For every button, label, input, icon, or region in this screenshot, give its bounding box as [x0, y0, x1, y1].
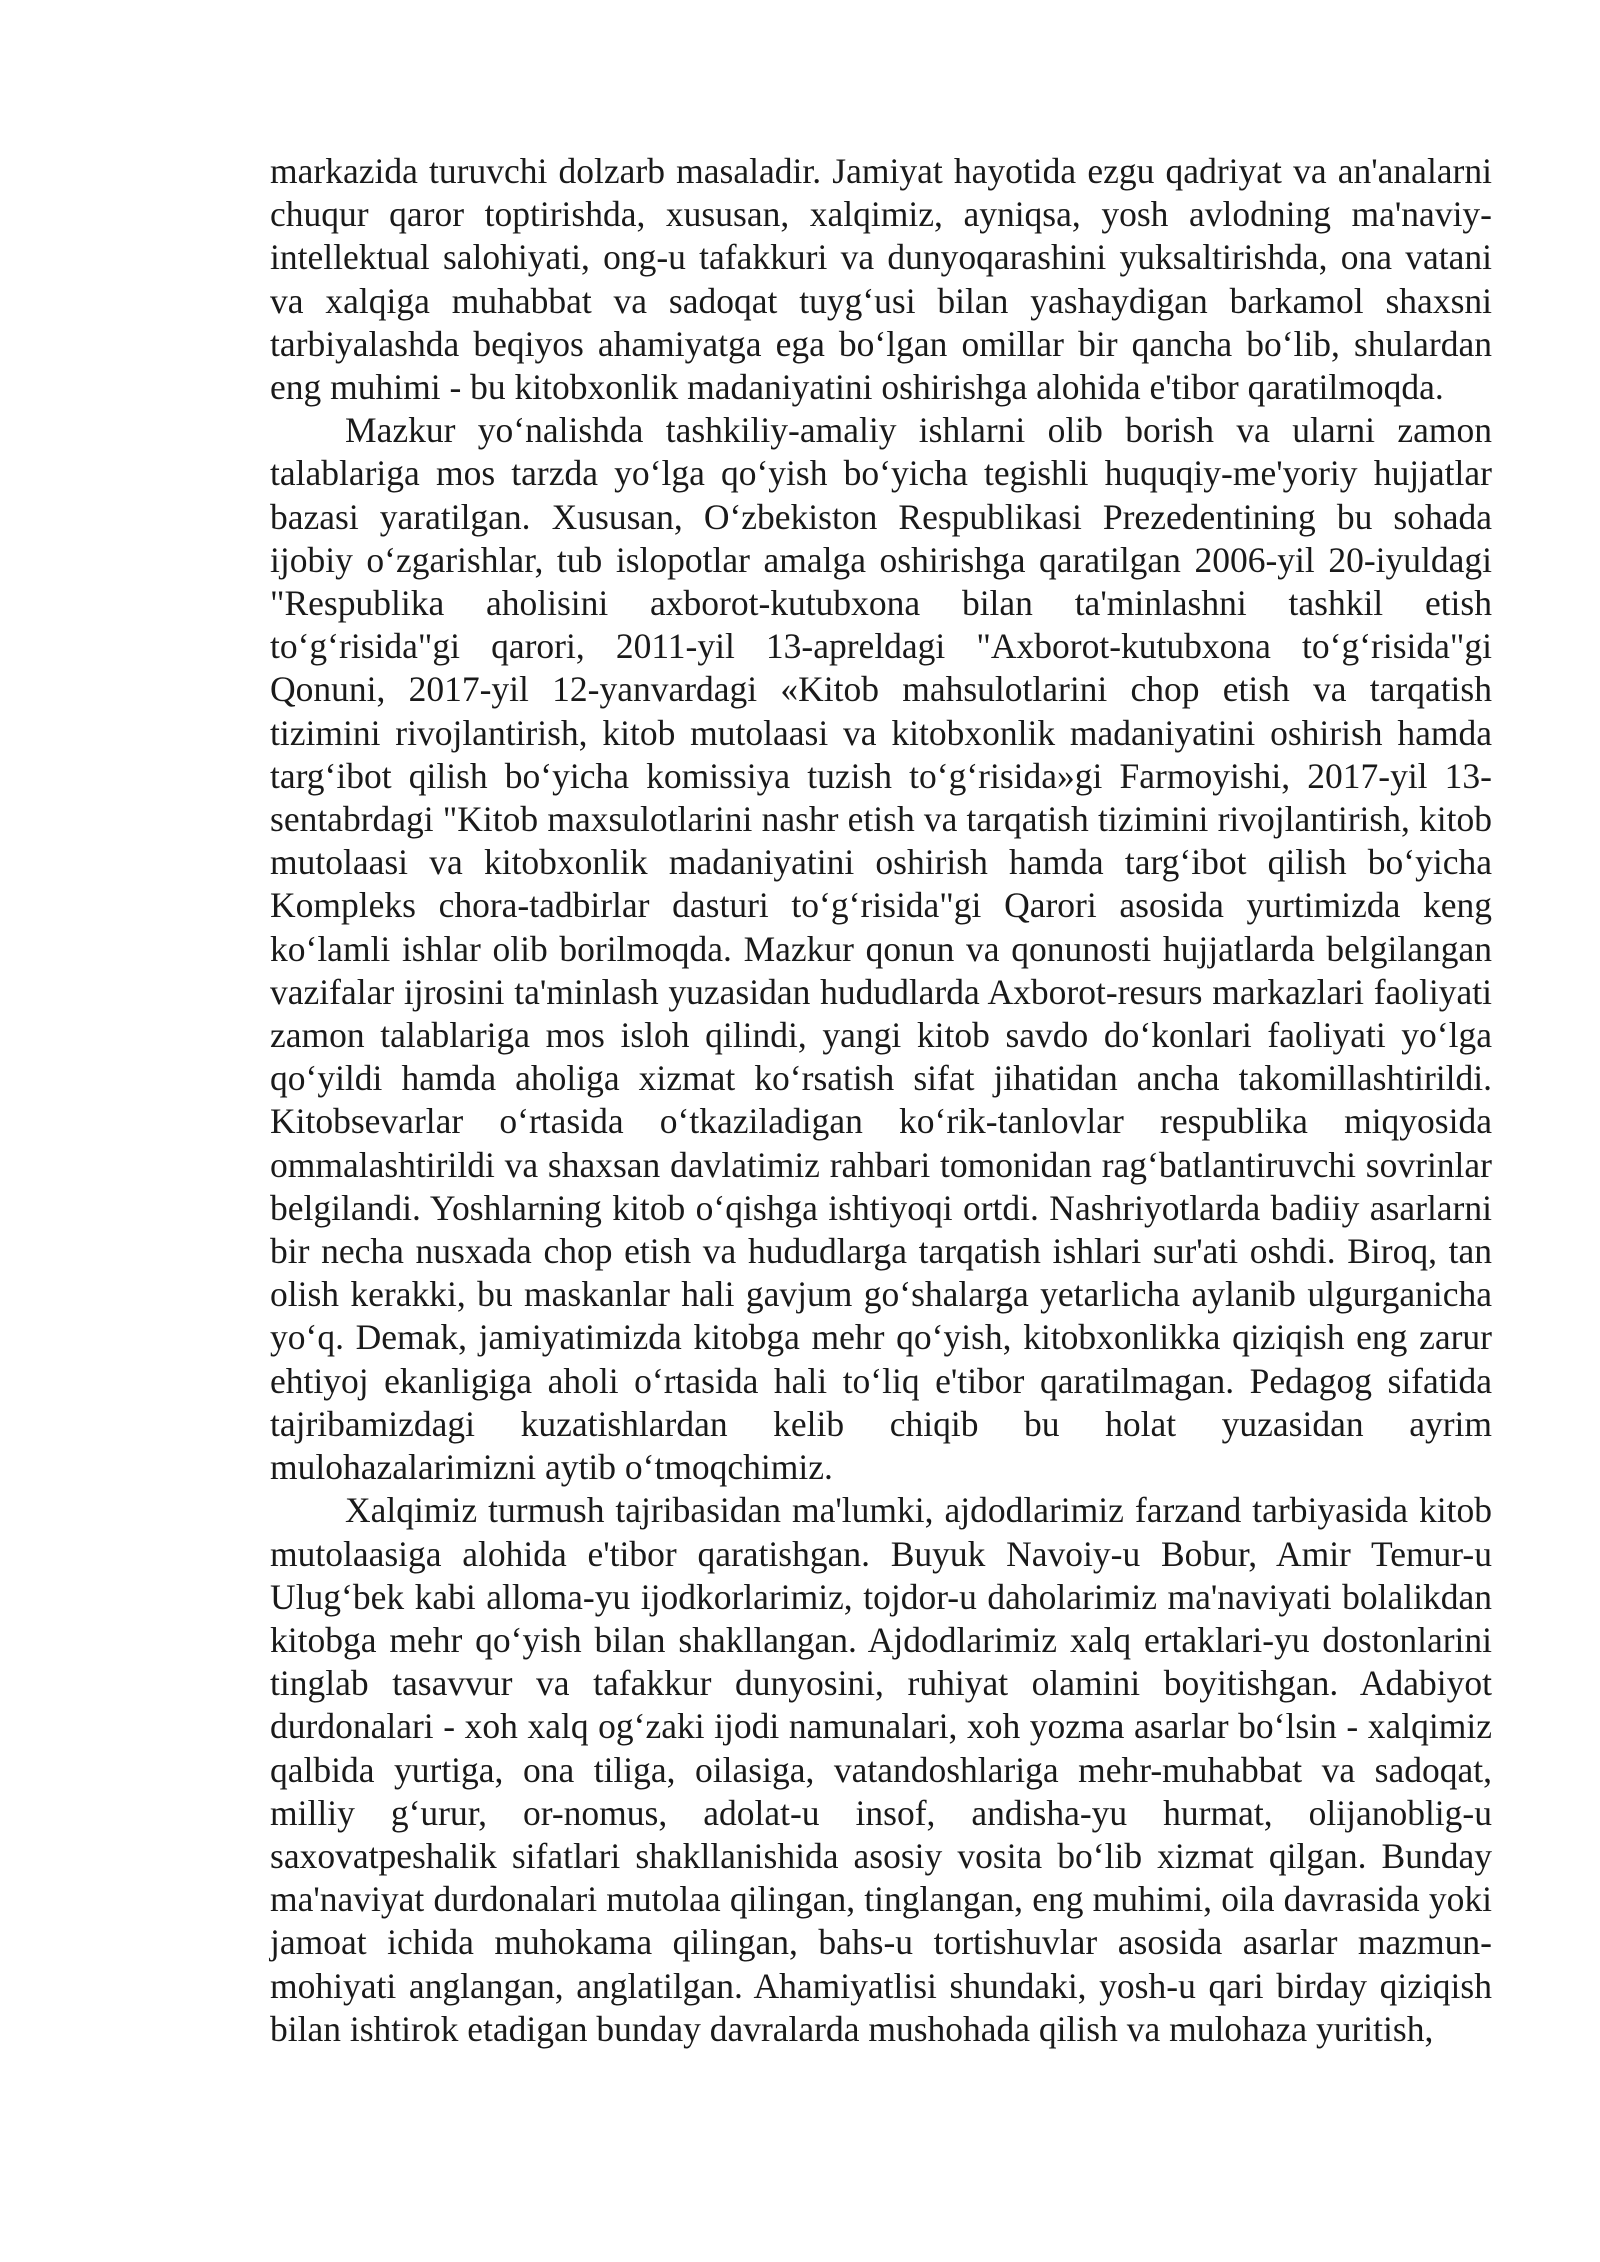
- paragraph-legal-framework: Mazkur yo‘nalishda tashkiliy-amaliy ishlarni olib borish va ularni zamon talablariga mos tarzda yo‘lga qo‘yish bo‘yicha tegishli huquqiy-me'yoriy hujjatlar bazasi yaratilgan. Xususan, O‘zbekiston Respublikasi Prezedentining bu sohada ijobiy o‘zgarishlar, tub islopotlar amalga oshirishga qaratilgan 2006-yil 20-iyuldagi "Respublika aholisini axborot-kutubxona bilan ta'minlashni tashkil etish to‘g‘risida"gi qarori, 2011-yil 13-apreldagi "Axborot-kutubxona to‘g‘risida"gi Qonuni, 2017-yil 12-yanvardagi «Kitob mahsulotlarini chop etish va tarqatish tizimini rivojlantirish, kitob mutolaasi va kitobxonlik madaniyatini oshirish hamda targ‘ibot qilish bo‘yicha komissiya tuzish to‘g‘risida»gi Farmoyishi, 2017-yil 13-sentabrdagi "Kitob maxsulotlarini nashr etish va tarqatish tizimini rivojlantirish, kitob mutolaasi va kitobxonlik madaniyatini oshirish hamda targ‘ibot qilish bo‘yicha Kompleks chora-tadbirlar dasturi to‘g‘risida"gi Qarori asosida yurtimizda keng ko‘lamli ishlar olib borilmoqda. Mazkur qonun va qonunosti hujjatlarda belgilangan vazifalar ijrosini ta'minlash yuzasidan hududlarda Axborot-resurs markazlari faoliyati zamon talablariga mos isloh qilindi, yangi kitob savdo do‘konlari faoliyati yo‘lga qo‘yildi hamda aholiga xizmat ko‘rsatish sifat jihatidan ancha takomillashtirildi. Kitobsevarlar o‘rtasida o‘tkaziladigan ko‘rik-tanlovlar respublika miqyosida ommalashtirildi va shaxsan davlatimiz rahbari tomonidan rag‘batlantiruvchi sovrinlar belgilandi. Yoshlarning kitob o‘qishga ishtiyoqi ortdi. Nashriyotlarda badiiy asarlarni bir necha nusxada chop etish va hududlarga tarqatish ishlari sur'ati oshdi. Biroq, tan olish kerakki, bu maskanlar hali gavjum go‘shalarga yetarlicha aylanib ulgurganicha yo‘q. Demak, jamiyatimizda kitobga mehr qo‘yish, kitobxonlikka qiziqish eng zarur ehtiyoj ekanligiga aholi o‘rtasida hali to‘liq e'tibor qaratilmagan. Pedagog sifatida tajribamizdagi kuzatishlardan kelib chiqib bu holat yuzasidan ayrim mulohazalarimizni aytib o‘tmoqchimiz.: [270, 410, 1492, 1488]
- paragraph-ancestral-tradition: Xalqimiz turmush tajribasidan ma'lumki, ajdodlarimiz farzand tarbiyasida kitob mutolaasiga alohida e'tibor qaratishgan. Buyuk Navoiy-u Bobur, Amir Temur-u Ulug‘bek kabi alloma-yu ijodkorlarimiz, tojdor-u daholarimiz ma'naviyati bolalikdan kitobga mehr qo‘yish bilan shakllangan. Ajdodlarimiz xalq ertaklari-yu dostonlarini tinglab tasavvur va tafakkur dunyosini, ruhiyat olamini boyitishgan. Adabiyot durdonalari - xoh xalq og‘zaki ijodi namunalari, xoh yozma asarlar bo‘lsin - xalqimiz qalbida yurtiga, ona tiliga, oilasiga, vatandoshlariga mehr-muhabbat va sadoqat, milliy g‘urur, or-nomus, adolat-u insof, andisha-yu hurmat, olijanoblig-u saxovatpeshalik sifatlari shakllanishida asosiy vosita bo‘lib xizmat qilgan. Bunday ma'naviyat durdonalari mutolaa qilingan, tinglangan, eng muhimi, oila davrasida yoki jamoat ichida muhokama qilingan, bahs-u tortishuvlar asosida asarlar mazmun-mohiyati anglangan, anglatilgan. Ahamiyatlisi shundaki, yosh-u qari birday qiziqish bilan ishtirok etadigan bunday davralarda mushohada qilish va mulohaza yuritish,: [270, 1490, 1492, 2049]
- document-page: [270, 150, 1492, 2051]
- paragraph-continuation: markazida turuvchi dolzarb masaladir. Jamiyat hayotida ezgu qadriyat va an'analarni chuqur qaror toptirishda, xususan, xalqimiz, ayniqsa, yosh avlodning ma'naviy-intellektual salohiyati, ong-u tafakkuri va dunyoqarashini yuksaltirishda, ona vatani va xalqiga muhabbat va sadoqat tuyg‘usi bilan yashaydigan barkamol shaxsni tarbiyalashda beqiyos ahamiyatga ega bo‘lgan omillar bir qancha bo‘lib, shulardan eng muhimi - bu kitobxonlik madaniyatini oshirishga alohida e'tibor qaratilmoqda.: [270, 151, 1492, 408]
